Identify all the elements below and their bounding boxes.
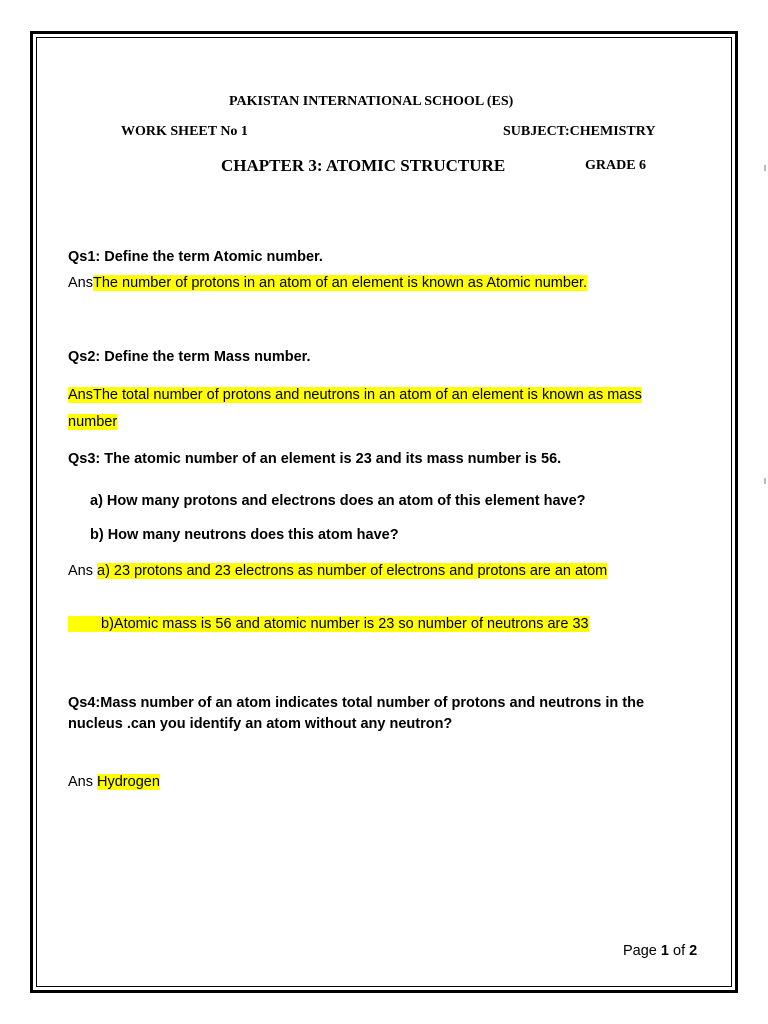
question-3: Qs3: The atomic number of an element is 23 and its mass number is 56. (68, 451, 562, 467)
worksheet-number: WORK SHEET No 1 (121, 124, 248, 139)
grade-label: GRADE 6 (585, 158, 647, 173)
total-pages: 2 (689, 943, 698, 959)
question-3-part-a: a) How many protons and electrons does an atom of this element have? (90, 493, 586, 509)
answer-1-text: The number of protons in an atom of an element is known as Atomic number. (93, 275, 588, 291)
page-border-inner (36, 37, 732, 987)
answer-1 (68, 275, 587, 291)
answer-3b (68, 616, 589, 632)
page-number (623, 943, 697, 959)
answer-4-text: Hydrogen (97, 774, 160, 790)
subject-label: SUBJECT:CHEMISTRY (503, 124, 656, 139)
of-word: of (668, 943, 690, 959)
school-name: PAKISTAN INTERNATIONAL SCHOOL (ES) (229, 94, 514, 109)
answer-2-line-2 (68, 414, 117, 430)
current-page: 1 (660, 943, 669, 959)
edge-mark (764, 165, 766, 171)
answer-3a-text: a) 23 protons and 23 electrons as number of electrons and protons are an atom (97, 563, 608, 579)
answer-2-text-2: number (68, 414, 118, 430)
question-1: Qs1: Define the term Atomic number. (68, 249, 323, 265)
page-word: Page (623, 943, 661, 959)
ans-prefix: Ans (68, 275, 93, 291)
chapter-title: CHAPTER 3: ATOMIC STRUCTURE (221, 156, 506, 175)
question-3-part-b: b) How many neutrons does this atom have? (90, 527, 399, 543)
ans-prefix: Ans (68, 563, 98, 579)
answer-2-line-1 (68, 387, 642, 403)
question-4-line-2: nucleus .can you identify an atom without any neutron? (68, 716, 453, 732)
answer-3a (68, 563, 607, 579)
edge-mark (764, 478, 766, 484)
question-4-line-1: Qs4:Mass number of an atom indicates total number of protons and neutrons in the (68, 695, 645, 711)
answer-3b-text: b)Atomic mass is 56 and atomic number is 23 so number of neutrons are 33 (101, 616, 589, 632)
question-2: Qs2: Define the term Mass number. (68, 349, 311, 365)
answer-2-text-1: AnsThe total number of protons and neutrons in an atom of an element is known as mass (68, 387, 642, 403)
ans-prefix: Ans (68, 774, 98, 790)
answer-4 (68, 774, 160, 790)
answer-3b-indent (68, 616, 101, 632)
